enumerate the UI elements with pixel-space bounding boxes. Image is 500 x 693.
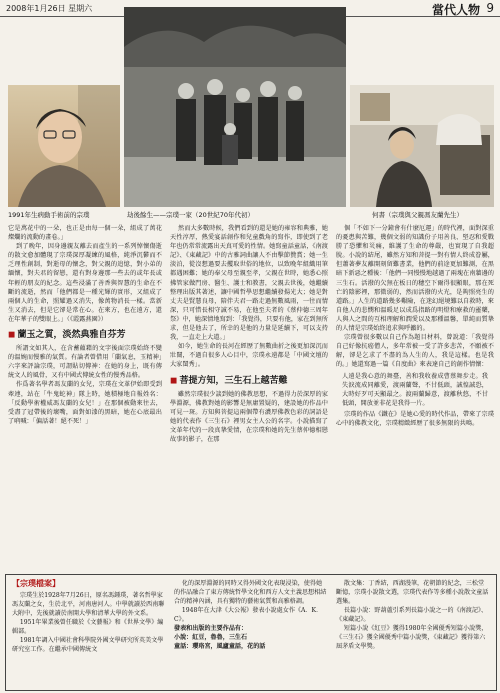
magazine-title: 當代人物 — [431, 3, 480, 17]
body-paragraph: 到了晚年，因身邊親友離去而產生的一系列悼懷傷逝的散文愈加體現了宗璞深厚凝練的風格，純淨沉鬱而不乏理性創制，對逝母的懷念，對父親的追憶，對小弟的緬懷，對夫君的留戀，還有對身邊那一些去的或年長或年輕的朋友的紀念。這些浸滿了善香與智慧的生命在不斷的流逝，然而「他們都是一種光輝的實形，又組成了兩個人的生命，照耀過又消失，像萬物消長一樣。當新生又消去，但是它卻是常在心。在來方，也在遠方，還在年華子的雙眼上。」（《霞露燕園》） — [8, 243, 162, 323]
profile-paragraph: 1981年調入中國社會科學院外國文學研究所英美文學研究室工作。在繼承中國傳統文 — [12, 637, 164, 653]
works-subheading: 發表和出版的主要作品有： — [174, 625, 248, 632]
caption-left: 1991年生病動手術前的宗璞 — [8, 211, 90, 219]
quote-excerpt: 它是萬花中的一朵，也正是由每一個一朵，組成了萬花燦爛的流動的畫卷。」 — [8, 225, 162, 242]
profile-paragraph: 1951年畢業後曾任職於《文藝報》和《世界文學》編輯部。 — [12, 619, 164, 635]
section-heading: ◼ 菩提方知，三生石上越苦難 — [170, 375, 288, 386]
profile-paragraph: 化的深厚淵源的同時又得外國文化表現浸染，使得她的作品融合了東方傳統哲學文化和西方人文主義思想相結合的精神內涵，具有獨特的藝術氣質和高雅格調。 — [174, 580, 327, 605]
father-photo — [350, 85, 494, 207]
portrait-photo — [8, 85, 120, 207]
poem-excerpt: 人遠是我心意的舞臺，善和我收養成曹蔡舞步走。我失淚流成同離愛，渡兩蘭聲，不甘低頭，誠惶誠恐，大時好歹可天顯最之。渡兩蘭歸意，渡離秋悠，不甘低頭，開放並非花是我得一片。 — [342, 372, 488, 407]
works-item: 小說：紅豆，魯魯，三生石 — [174, 634, 248, 641]
profile-paragraph: 1948年在大津《大公報》發表小說處女作《A．K．C》。 — [174, 607, 323, 623]
profile-column-2 — [174, 579, 328, 687]
article-column-2 — [170, 224, 328, 572]
caption-center: 劫後餘生——宗璞一家（20世紀70年代初） — [127, 211, 255, 219]
family-photo — [124, 7, 346, 207]
body-paragraph: 宗璞曾很多數以自己作為題目材料，曾說道：「我覺得自己好像抗癌僧人，多年常被一受了許多悲苦，不願被不解，卻是乞求了不盡的為人生的人，我是這樣。也是我的。」她還寫過一篇《自度曲》來表達自己的創作情懷： — [336, 334, 494, 369]
article-column-3 — [336, 224, 494, 572]
section-marker-icon: ◼ — [170, 375, 178, 386]
body-paragraph: 然而大多數時候，我們看到的還是她的雍容和典雅，她天性淳厚，熱愛宴話創作和兒童戲角的寫作，即使到了老年也仍常常流露出天真可愛的性情。她寫童話童話，《南渡記》、《東藏記》中的古雅詞曲讓人不由擊節贊賞；她一生淡泊，從沒想過要去攫取世俗的地位，以致晚年組織用筆都遇困難；她的奉父母至親至孝，父親在世時，她悉心照拂管家做門房、醫生、護士和教書，父親去世後，她繼續整理出版其著述，讓中國哲學思想繼續發揚光大；她是對丈夫是賢慧良母，陪伴夫君一路走過無數風雨，一往而情深，只可惜長相守誠不易，在他至夫者的《蔡仲德三周年祭》中，她深情地寫到：「我覺得，只要有他，家在到無所求，但是他去了，所幸的是他的力量是延續下，可以支持我，一直走上大道。」 — [170, 225, 328, 342]
body-paragraph: 宗璞的作品《鐵在》是她心愛的時代作品，帶來了宗璞心中的佛教文化，宗璞精緻經歷了很多無限的共鳴。 — [336, 410, 494, 427]
section-marker-icon: ◼ — [8, 330, 16, 341]
profile-box — [5, 574, 497, 691]
profile-paragraph: 短篇小說《紅豆》獲得1980年全國優秀短篇小說獎，《三生石》獲全國優秀中篇小說獎，《東藏記》獲得第六屆茅盾文學獎。 — [336, 625, 488, 650]
article-column-1 — [8, 224, 162, 572]
profile-paragraph: 宗璞生於1928年7月26日，原名馮鍾璞，著名哲學家馮友蘭之女，生於北平，河南唐河人。中學就讀於西南聯大附中，先後就讀於南開大學和清華大學的外文系。 — [12, 592, 165, 617]
profile-column-3 — [336, 579, 490, 687]
body-paragraph: 所謂文如其人，在含蓄蘊藉的文字後面宗璞始終不變的溫婉而慢雅的氣質。有論者曾借用「蘭氣息，玉精神」六字來評論宗璞，可謂貼切傳神：在她的身上，既有傳統文人的風骨，又有中國式傳統女性的慢秀品格。 — [8, 345, 162, 380]
profile-paragraph: 散文集：丁香結，西湖漫筆，花朝節的紀念，三松堂斷憶，宗璞小說散文選，宗璞代表作等多種小說散文童話選集。 — [336, 580, 489, 605]
body-paragraph: 作爲著名學者馮友蘭的女兒，宗璞在文革伊始即受到牽連，站在「牛鬼蛇神」隊上時，她積極地自報姓名：「反動學術權威馮友蘭的女兒！」在那個被動來往去，受盡了冠帶後的壞嘴，面對如漆的黑暗，她在心底最出了吶喊：「偏話著！絕不死！」 — [8, 381, 162, 425]
header-date: 2008年1月26日 星期六 — [6, 4, 93, 13]
works-item: 童話：瓔珞宮，風廬童話，花的話 — [174, 643, 266, 650]
caption-right: 何書（宗璞與父親馮友蘭先生） — [372, 211, 463, 219]
page-number: 9 — [486, 1, 494, 15]
body-paragraph: 如今，她生命的長河在經歷了無數曲折之後更加深沉而壯闊，不過自很多人心目中，宗璞永遠都是「中國文壇的大家閨秀」。 — [170, 343, 328, 369]
profile-paragraph: 長篇小說：野葫蘆引系列長篇小說之一的《南渡記》、《東藏記》。 — [336, 607, 488, 623]
profile-title: 【宗璞檔案】 — [12, 579, 60, 588]
profile-column-1 — [12, 579, 166, 687]
body-paragraph: 個「不如下一分鐘會有什麼厄運」的時代裡，面對深重的憂患與苦難，幾個文弱的知識份子用善良、堅忍和愛戰勝了恐懼和災痛，維護了生命的尊嚴，也實現了自我超脫。小說的結尾，雖然方知和菩提一對有情人終成眷屬，但蕭著夢友離開刻留難書業，他們的前途更加難測，在黑暗下新惡之種後：「他們一同慢慢地越過了兩塊在南牆邊的三生石。活潑的欠無在板日的穗空下爾得很顯眼，那在死亡的陰影裡，那微弱的，然而活潑的火光，是夠照亮生的道路。」人生的道路幾多艱險，在迷幻絕境難以自救時，來自他人的悲憫和溫暖足以成爲指路的明燈和療救的靈藥，人與人之間的互相理解和潤愛以及那種溫馨，單純而質摯的人情是宗璞始終追求與呼籲的。 — [336, 225, 494, 333]
body-paragraph: 雖然宗璞很少談到她的佛教思想，不過得力於深厚的家學淵源，佛教對她的影響是無庸置疑的，建設她的作品中可見一斑。方知與菩提這兩個帶有濃厚佛教色彩的詞語是她的代表作《三生石》裡男女主人公的名字。小說描寫了文革年代的一段真摯愛情，在宗璞和她的先生蔡仲德相戀故事的影子，在那 — [170, 390, 328, 443]
section-heading: ◼ 蘭玉之質，淡然典雅自芬芳 — [8, 330, 126, 341]
